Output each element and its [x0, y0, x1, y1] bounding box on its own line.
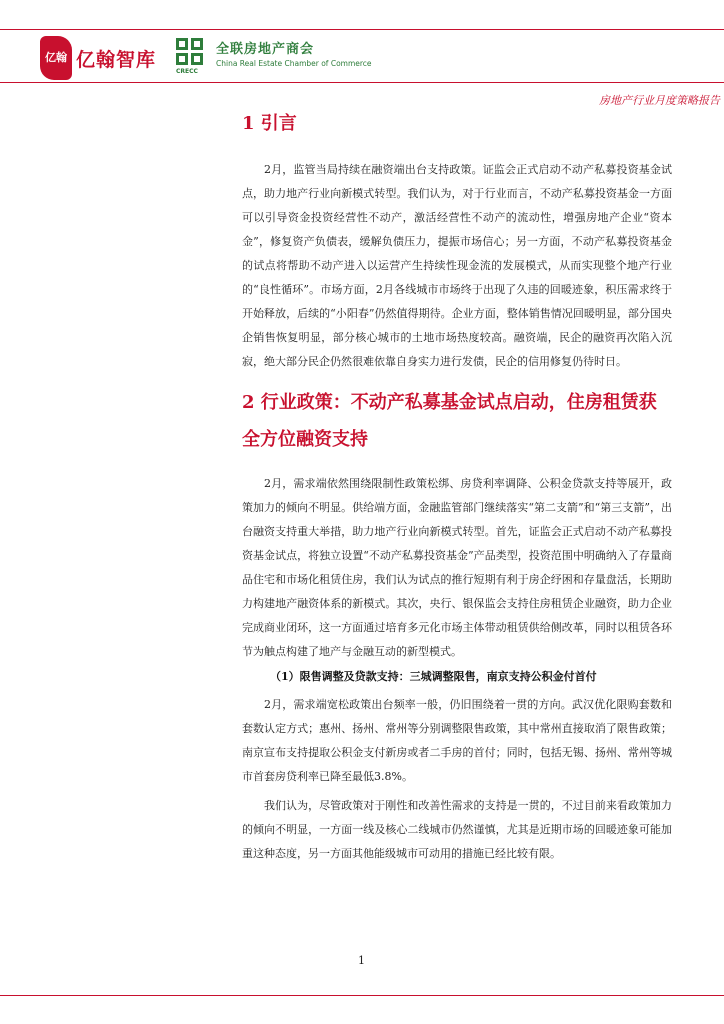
crecc-logo	[176, 38, 372, 75]
crecc-abbr: CRECC	[176, 68, 198, 75]
section-1-paragraph: 2月，监管当局持续在融资端出台支持政策。证监会正式启动不动产私募投资基金试点，助力地产行业向新模式转型。我们认为，对于行业而言，不动产私募投资基金一方面可以引导资金投资经营性不动产，激活经营性不动产的流动性，增强房地产企业“资本金”，修复资产负债表，缓解负债压力，提振市场信心；另一方面，不动产私募投资基金的试点将帮助不动产进入以运营产生持续性现金流的发展模式，从而实现整个地产行业的“良性循环”。市场方面，2月各线城市市场终于出现了久违的回暖迹象，积压需求终于开始释放，后续的“小阳春”仍然值得期待。企业方面，整体销售情况回暖明显，部分国央企销售恢复明显，部分核心城市的土地市场热度较高。融资端，民企的融资再次陷入沉寂，绝大部分民企仍然很难依靠自身实力进行发债，民企的信用修复仍待时日。	[242, 163, 672, 368]
report-title: 房地产行业月度策略报告	[599, 94, 720, 107]
crecc-name-en: China Real Estate Chamber of Commerce	[216, 59, 372, 68]
ehconsulting-logo-text: 亿翰智库	[76, 48, 157, 71]
page-number: 1	[358, 954, 365, 967]
section-2-subheading-1: （1）限售调整及贷款支持：三城调整限售，南京支持公积金付首付	[270, 670, 597, 683]
ehconsulting-logo-mark: 亿翰	[40, 36, 72, 80]
section-2-heading: 2 行业政策：不动产私募基金试点启动，住房租赁获全方位融资支持	[242, 392, 657, 450]
section-2-paragraph-2: 2月，需求端宽松政策出台频率一般，仍旧围绕着一贯的方向。武汉优化限购套数和套数认定方式；惠州、扬州、常州等分别调整限售政策，其中常州直接取消了限售政策；南京宣布支持提取公积金支付新房或者二手房的首付；同时，包括无锡、扬州、常州等城市首套房贷利率已降至最低3.8%。	[242, 698, 672, 783]
document-body	[242, 110, 672, 871]
section-2-paragraph-1: 2月，需求端依然围绕限制性政策松绑、房贷利率调降、公积金贷款支持等展开，政策加力的倾向不明显。供给端方面，金融监管部门继续落实“第二支箭”和“第三支箭”，出台融资支持重大举措，助力地产行业向新模式转型。首先，证监会正式启动不动产私募投资基金试点，将独立设置“不动产私募投资基金”产品类型，投资范围中明确纳入了存量商品住宅和市场化租赁住房，我们认为试点的推行短期有利于房企纾困和存量盘活，长期助力构建地产融资体系的新模式。其次，央行、银保监会支持住房租赁企业融资，助力企业完成商业闭环，这一方面通过培育多元化市场主体带动租赁供给侧改革，同时以租赁各环节为触点构建了地产与金融互动的新型模式。	[242, 477, 672, 658]
crecc-logo-mark	[176, 38, 206, 75]
crecc-name-cn: 全联房地产商会	[216, 42, 315, 57]
header-divider	[0, 82, 724, 83]
footer-divider	[0, 995, 724, 996]
ehconsulting-logo	[40, 36, 156, 80]
section-1-heading: 1 引言	[242, 113, 297, 134]
page-header	[40, 30, 720, 107]
section-2-paragraph-3: 我们认为，尽管政策对于刚性和改善性需求的支持是一贯的，不过目前来看政策加力的倾向不明显，一方面一线及核心二线城市仍然谨慎，尤其是近期市场的回暖迹象可能加重这种态度，另一方面其他能级城市可动用的措施已经比较有限。	[242, 799, 672, 860]
